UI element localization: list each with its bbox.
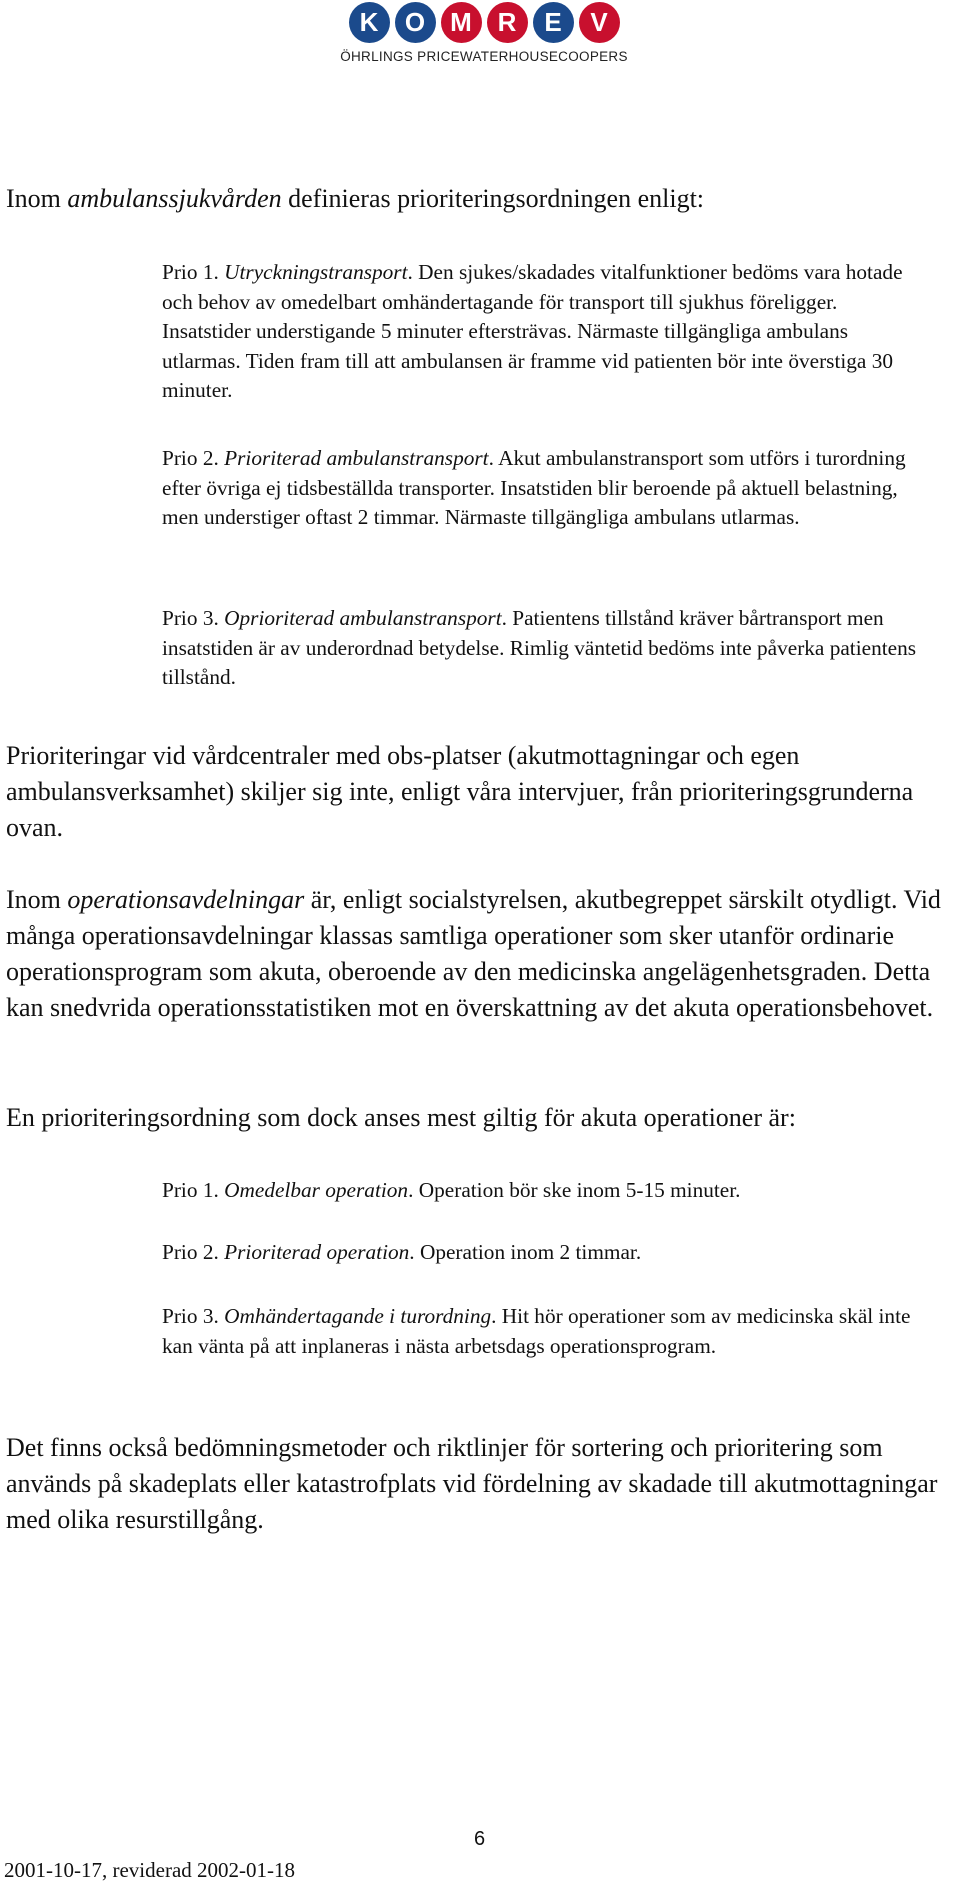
operation-prio-3 [162, 1302, 930, 1361]
prio-description: . Akut ambulanstransport som utförs i turordning efter övriga ej tidsbeställda transporter. Insatstiden blir beroende på aktuell belastning, men understiger oftast 2 timmar. Närmaste tillgängliga ambulans utlarmas. [162, 446, 906, 529]
prio-label: Prio 1. [162, 260, 225, 284]
logo-letter: V [579, 2, 620, 43]
operation-prio-2 [162, 1238, 930, 1268]
operations-term: operationsavdelningar [67, 885, 305, 914]
prio-description: . Operation bör ske inom 5-15 minuter. [408, 1178, 741, 1202]
intro-term: ambulanssjukvården [67, 184, 282, 213]
footer-date: 2001-10-17, reviderad 2002-01-18 [4, 1858, 296, 1882]
intro-text: definieras prioriteringsordningen enligt: [281, 184, 705, 213]
prio-label: Prio 3. [162, 1304, 225, 1328]
prio-term: Omedelbar operation [224, 1178, 409, 1202]
operations-text: är, enligt socialstyrelsen, akutbegreppet särskilt otydligt. Vid många operationsavdelningar klassas samtliga operationer som sker utanför ordinarie operationsprogram som akuta, oberoende av den medicinska angelägenhetsgraden. Detta kan snedvrida operationsstatistiken mot en överskattning av det akuta operationsbehovet. [6, 885, 941, 1022]
prio-description: . Den sjukes/skadades vitalfunktioner bedöms vara hotade och behov av omedelbart omhändertagande för transport till sjukhus föreligger. Insatstider understigande 5 minuter eftersträvas. Närmaste tillgängliga ambulans utlarmas. Tiden fram till att ambulansen är framme vid patienten bör inte överstiga 30 minuter. [162, 260, 903, 402]
logo-subtitle: ÖHRLINGS PRICEWATERHOUSECOOPERS [340, 49, 628, 64]
logo-letter: K [349, 2, 390, 43]
operation-prio-1 [162, 1176, 930, 1206]
prio-term: Oprioriterad ambulanstransport [224, 606, 502, 630]
prio-label: Prio 2. [162, 1240, 225, 1264]
prio-label: Prio 1. [162, 1178, 225, 1202]
prio-term: Omhändertagande i turordning [224, 1304, 492, 1328]
prio-term: Prioriterad operation [224, 1240, 410, 1264]
prio-description: . Operation inom 2 timmar. [409, 1240, 642, 1264]
vardcentraler-paragraph: Prioriteringar vid vårdcentraler med obs-platser (akutmottagningar och egen ambulansverksamhet) skiljer sig inte, enligt våra intervjuer, från prioriteringsgrunderna ovan. [6, 741, 914, 842]
logo-letter: E [533, 2, 574, 43]
ambulance-prio-3 [162, 604, 930, 693]
prio-label: Prio 2. [162, 446, 225, 470]
operations-text: Inom [6, 885, 68, 914]
prio-label: Prio 3. [162, 606, 225, 630]
logo-letter: M [441, 2, 482, 43]
prio-description: . Patientens tillstånd kräver bårtransport men insatstiden är av underordnad betydelse. Rimlig väntetid bedöms inte påverka patientens tillstånd. [162, 606, 917, 689]
ambulance-prio-1 [162, 258, 930, 406]
ambulance-prio-2 [162, 444, 930, 533]
intro-text: Inom [6, 184, 68, 213]
prio-term: Utryckningstransport [224, 260, 408, 284]
operations-intro: En prioriteringsordning som dock anses mest giltig för akuta operationer är: [6, 1103, 796, 1132]
ambulance-intro-paragraph [6, 181, 954, 217]
prio-description: . Hit hör operationer som av medicinska skäl inte kan vänta på att inplaneras i nästa arbetsdags operationsprogram. [162, 1304, 911, 1358]
operations-paragraph [6, 882, 954, 1026]
prio-term: Prioriterad ambulanstransport [224, 446, 489, 470]
logo-letter: R [487, 2, 528, 43]
komrev-logo [334, 2, 634, 66]
page-number: 6 [474, 1828, 486, 1850]
logo-letter: O [395, 2, 436, 43]
final-paragraph: Det finns också bedömningsmetoder och riktlinjer för sortering och prioritering som används på skadeplats eller katastrofplats vid fördelning av skadade till akutmottagningar med olika resurstillgång. [6, 1433, 938, 1534]
